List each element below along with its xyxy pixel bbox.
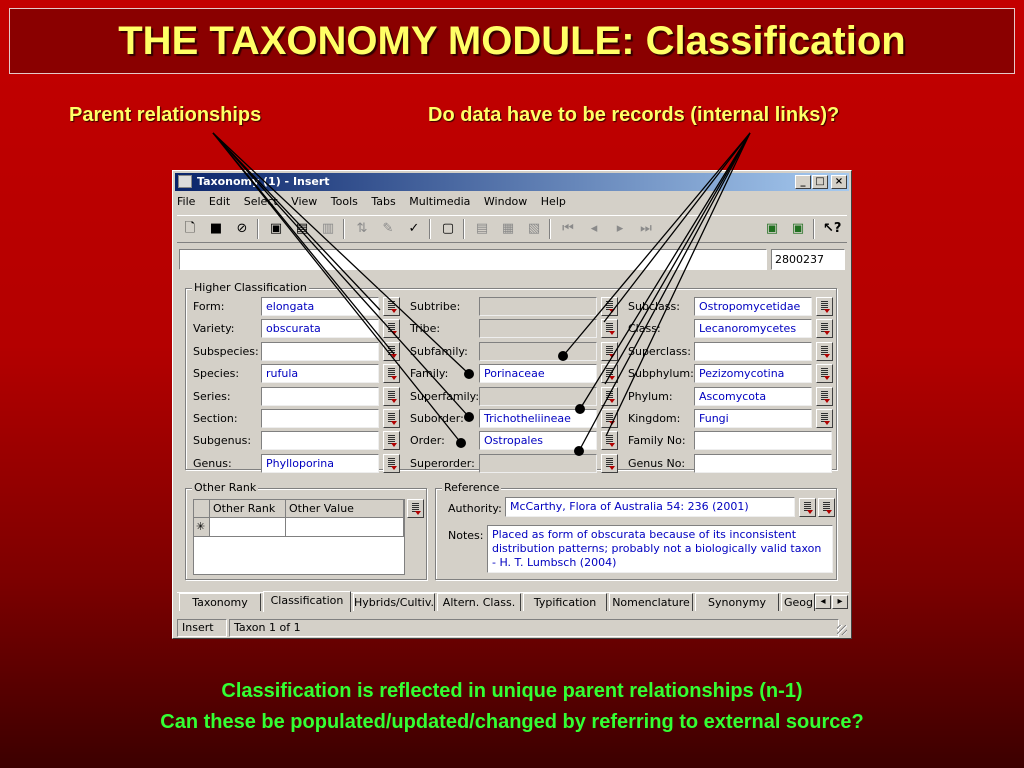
next-record-icon[interactable]: ▸ [616, 221, 624, 236]
record-icon[interactable]: ▢ [441, 221, 455, 236]
other-rank-grid[interactable] [193, 499, 405, 575]
other-rank-picker-button[interactable] [407, 499, 424, 518]
section-field[interactable] [261, 409, 379, 428]
species-field[interactable]: rufula [261, 364, 379, 383]
tab-hybrids[interactable]: Hybrids/Cultiv. [353, 593, 435, 611]
kingdom-field[interactable]: Fungi [694, 409, 812, 428]
notes-line-3: - H. T. Lumbsch (2004) [492, 556, 617, 569]
kingdom-picker-button[interactable] [816, 409, 833, 428]
superclass-picker-button[interactable] [816, 342, 833, 361]
phylum-picker-button[interactable] [816, 387, 833, 406]
variety-label: Variety: [193, 322, 235, 335]
spellcheck-icon[interactable]: ✓ [408, 221, 420, 236]
record-id-field: 2800237 [771, 249, 845, 270]
order-field[interactable]: Ostropales [479, 431, 597, 450]
suborder-picker-button[interactable] [601, 409, 618, 428]
tribe-field[interactable] [479, 319, 597, 338]
authority-field[interactable]: McCarthy, Flora of Australia 54: 236 (2001) [505, 497, 795, 517]
variety-picker-button[interactable] [383, 319, 400, 338]
class-field[interactable]: Lecanoromycetes [694, 319, 812, 338]
menu-multimedia[interactable]: Multimedia [409, 195, 471, 208]
superorder-field[interactable] [479, 454, 597, 473]
form-field[interactable]: elongata [261, 297, 379, 316]
grid-header-other-value[interactable]: Other Value [286, 500, 404, 518]
grid-cell-rank[interactable] [210, 518, 286, 537]
maximize-button[interactable]: □ [812, 175, 828, 189]
family-label: Family: [410, 367, 449, 380]
other-rank-label: Other Rank [194, 481, 257, 494]
species-picker-button[interactable] [383, 364, 400, 383]
app-icon [178, 175, 192, 188]
phylum-field[interactable]: Ascomycota [694, 387, 812, 406]
genus-label: Genus: [193, 457, 232, 470]
subgenus-label: Subgenus: [193, 434, 252, 447]
section-picker-button[interactable] [383, 409, 400, 428]
tab-scroll-right-button[interactable]: ▸ [832, 595, 848, 609]
subtribe-label: Subtribe: [410, 300, 461, 313]
species-label: Species: [193, 367, 240, 380]
new-icon[interactable]: 🗋 [184, 221, 196, 236]
subfamily-field[interactable] [479, 342, 597, 361]
caption-parent-relationships: Parent relationships [69, 104, 262, 126]
table-view-icon[interactable]: ▦ [501, 221, 515, 236]
grid-cell-value[interactable] [286, 518, 404, 537]
taxonomy-window [172, 170, 852, 639]
subphylum-field[interactable]: Pezizomycotina [694, 364, 812, 383]
menu-file[interactable]: File [177, 195, 196, 208]
tab-taxonomy[interactable]: Taxonomy [179, 593, 261, 611]
series-field[interactable] [261, 387, 379, 406]
notes-label: Notes: [448, 529, 484, 542]
menu-edit[interactable]: Edit [208, 195, 231, 208]
window-title: Taxonomy (1) - Insert [197, 175, 330, 188]
menu-view[interactable]: View [291, 195, 318, 208]
minimize-button[interactable]: _ [795, 175, 811, 189]
tab-altern-class[interactable]: Altern. Class. [437, 593, 521, 611]
slide-title: THE TAXONOMY MODULE: Classification [118, 19, 906, 63]
status-mode: Insert [177, 619, 227, 637]
family-picker-button[interactable] [601, 364, 618, 383]
authority-label: Authority: [448, 502, 502, 515]
footer-line-2: Can these be populated/updated/changed by referring to external source? [160, 711, 864, 733]
subtribe-picker-button[interactable] [601, 297, 618, 316]
tab-classification[interactable]: Classification [263, 591, 351, 612]
notes-field[interactable] [487, 525, 833, 573]
suborder-label: Suborder: [410, 412, 464, 425]
form-picker-button[interactable] [383, 297, 400, 316]
subfamily-picker-button[interactable] [601, 342, 618, 361]
superclass-field[interactable] [694, 342, 812, 361]
first-record-icon[interactable]: ⏮ [562, 221, 574, 236]
tab-nomenclature[interactable]: Nomenclature [609, 593, 693, 611]
cancel-icon[interactable]: ⊘ [236, 221, 248, 236]
copy-icon[interactable]: ▤ [295, 221, 309, 236]
menu-tabs[interactable]: Tabs [371, 195, 396, 208]
command-field[interactable] [179, 249, 767, 270]
form-view-icon[interactable]: ▤ [475, 221, 489, 236]
family-field[interactable]: Porinaceae [479, 364, 597, 383]
family-no-field[interactable] [694, 431, 832, 450]
subclass-picker-button[interactable] [816, 297, 833, 316]
subgenus-field[interactable] [261, 431, 379, 450]
superorder-label: Superorder: [410, 457, 475, 470]
attach-icon[interactable]: ▣ [765, 221, 779, 236]
subtribe-field[interactable] [479, 297, 597, 316]
tab-scroll-left-button[interactable]: ◂ [815, 595, 831, 609]
report-icon[interactable]: ▧ [527, 221, 541, 236]
subclass-label: Subclass: [628, 300, 680, 313]
last-record-icon[interactable]: ⏭ [640, 221, 652, 236]
tab-strip [177, 592, 849, 613]
reference-label: Reference [444, 481, 500, 494]
menu-tools[interactable]: Tools [330, 195, 358, 208]
previous-record-icon[interactable]: ◂ [590, 221, 598, 236]
menu-help[interactable]: Help [540, 195, 566, 208]
subphylum-label: Subphylum: [628, 367, 694, 380]
paste-icon[interactable]: ▥ [321, 221, 335, 236]
subspecies-field[interactable] [261, 342, 379, 361]
tribe-label: Tribe: [410, 322, 441, 335]
subgenus-picker-button[interactable] [383, 431, 400, 450]
suborder-field[interactable]: Trichotheliineae [479, 409, 597, 428]
family-no-label: Family No: [628, 434, 686, 447]
tab-geog[interactable]: Geog [781, 593, 815, 611]
genus-no-label: Genus No: [628, 457, 686, 470]
status-record: Taxon 1 of 1 [229, 619, 839, 637]
authority-edit-button[interactable] [818, 498, 835, 517]
superclass-label: Superclass: [628, 345, 691, 358]
genus-field[interactable]: Phylloporina [261, 454, 379, 473]
kingdom-label: Kingdom: [628, 412, 681, 425]
menu-bar [177, 193, 576, 211]
grid-header-other-rank[interactable]: Other Rank [210, 500, 286, 518]
menu-select[interactable]: Select [243, 195, 278, 208]
toolbar [177, 215, 847, 243]
genus-no-field[interactable] [694, 454, 832, 473]
authority-add-button[interactable] [799, 498, 816, 517]
save-icon[interactable]: ■ [209, 221, 223, 236]
cut-icon[interactable]: ▣ [269, 221, 283, 236]
grid-corner [194, 500, 210, 518]
class-picker-button[interactable] [816, 319, 833, 338]
form-label: Form: [193, 300, 225, 313]
sort-icon[interactable]: ⇅ [356, 221, 368, 236]
menu-window[interactable]: Window [483, 195, 528, 208]
higher-classification-label: Higher Classification [194, 281, 307, 294]
notes-line-2: distribution patterns; probably not a biologically valid taxon [492, 542, 822, 555]
class-label: Class: [628, 322, 661, 335]
order-label: Order: [410, 434, 445, 447]
caption-internal-links: Do data have to be records (internal links)? [428, 104, 840, 126]
subphylum-picker-button[interactable] [816, 364, 833, 383]
superfamily-label: Superfamily: [410, 390, 480, 403]
tab-synonymy[interactable]: Synonymy [695, 593, 779, 611]
new-row-marker: ✳ [194, 518, 210, 537]
order-picker-button[interactable] [601, 431, 618, 450]
tribe-picker-button[interactable] [601, 319, 618, 338]
subspecies-picker-button[interactable] [383, 342, 400, 361]
footer-line-1: Classification is reflected in unique parent relationships (n-1) [221, 680, 803, 702]
edit-icon[interactable]: ✎ [382, 221, 394, 236]
subfamily-label: Subfamily: [410, 345, 468, 358]
close-button[interactable]: × [831, 175, 847, 189]
slide-title-box [9, 8, 1015, 74]
notes-line-1: Placed as form of obscurata because of its inconsistent [492, 528, 797, 541]
superfamily-picker-button[interactable] [601, 387, 618, 406]
window-titlebar [175, 173, 849, 191]
section-label: Section: [193, 412, 238, 425]
subclass-field[interactable]: Ostropomycetidae [694, 297, 812, 316]
context-help-icon[interactable]: ↖? [823, 221, 842, 236]
variety-field[interactable]: obscurata [261, 319, 379, 338]
superfamily-field[interactable] [479, 387, 597, 406]
phylum-label: Phylum: [628, 390, 673, 403]
resize-grip[interactable] [837, 625, 847, 635]
duplicate-icon[interactable]: ▣ [791, 221, 805, 236]
tab-typification[interactable]: Typification [523, 593, 607, 611]
superorder-picker-button[interactable] [601, 454, 618, 473]
series-picker-button[interactable] [383, 387, 400, 406]
series-label: Series: [193, 390, 231, 403]
genus-picker-button[interactable] [383, 454, 400, 473]
subspecies-label: Subspecies: [193, 345, 259, 358]
